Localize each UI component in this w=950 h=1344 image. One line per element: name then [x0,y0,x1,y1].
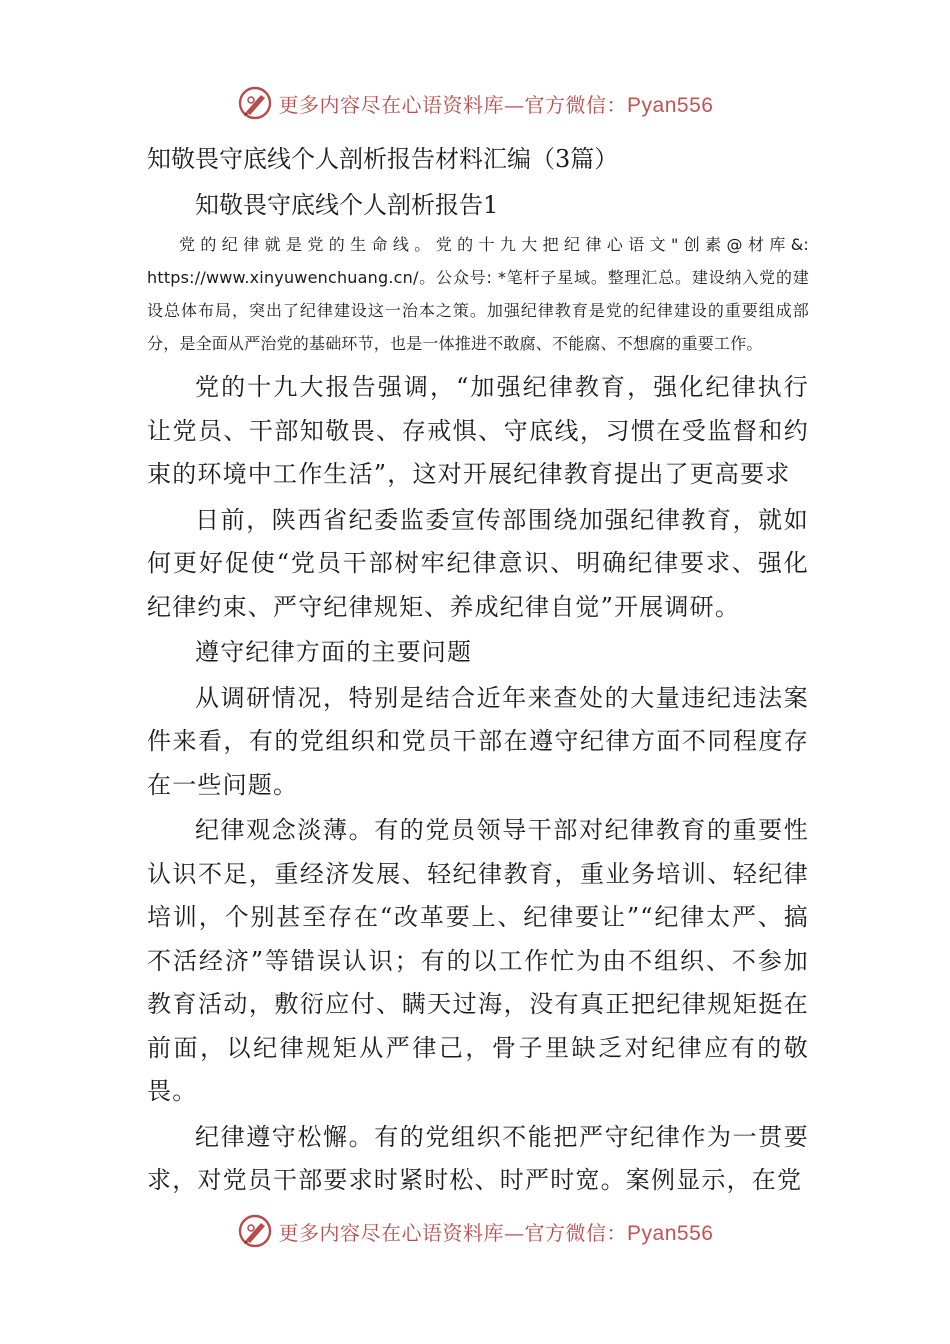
banner-wechat-id: Pyan556 [627,93,714,117]
footer-banner [0,1208,950,1254]
section-heading: 遵守纪律方面的主要问题 [195,638,473,666]
banner-label: 更多内容尽在心语资料库—官方微信： [278,92,628,117]
banner-label: 更多内容尽在心语资料库—官方微信： [278,1220,628,1245]
document-body [147,138,809,1203]
pen-logo-icon [237,1213,273,1249]
banner-text [279,1217,714,1246]
banner-wechat-id: Pyan556 [627,1221,714,1245]
paragraph-2: 日前，陕西省纪委监委宣传部围绕加强纪律教育，就如何更好促使“党员干部树牢纪律意识、明确纪律要求、强化纪律约束、严守纪律规矩、养成纪律自觉”开展调研。 [147,505,809,621]
paragraph-3: 从调研情况，特别是结合近年来查处的大量违纪违法案件来看，有的党组织和党员干部在遵守纪律方面不同程度存在一些问题。 [147,683,809,799]
paragraph-1: 党的十九大报告强调，“加强纪律教育，强化纪律执行让党员、干部知敬畏、存戒惧、守底线，习惯在受监督和约束的环境中工作生活”，这对开展纪律教育提出了更高要求 [147,373,809,488]
banner-text [279,89,714,118]
paragraph-4: 纪律观念淡薄。有的党员领导干部对纪律教育的重要性认识不足，重经济发展、轻纪律教育，重业务培训、轻纪律培训，个别甚至存在“改革要上、纪律要让”“纪律太严、搞不活经济”等错误认识；有的以工作忙为由不组织、不参加教育活动，敷衍应付、瞒天过海，没有真正把纪律规矩挺在前面，以纪律规矩从严律己，骨子里缺乏对纪律应有的敬畏。 [147,816,809,1105]
document-title: 知敬畏守底线个人剖析报告材料汇编（3篇） [147,145,619,173]
header-banner [0,80,950,126]
paragraph-5: 纪律遵守松懈。有的党组织不能把严守纪律作为一贯要求，对党员干部要求时紧时松、时严时宽。案例显示，在党 [147,1122,809,1194]
intro-paragraph: 党的纪律就是党的生命线。党的十九大把纪律心语文"创素@材库&: https://www.xinyuwenchuang.cn/。公众号: *笔杆子星域。整理汇总。建设纳入党的建设总体布局，突出了纪律建设这一治本之策。加强纪律教育是党的纪律建设的重要组成部分，是全面从严治党的基础环节，也是一体推进不敢腐、不能腐、不想腐的重要工作。 [147,235,809,353]
pen-logo-icon [237,85,273,121]
report-subtitle: 知敬畏守底线个人剖析报告1 [195,191,499,219]
